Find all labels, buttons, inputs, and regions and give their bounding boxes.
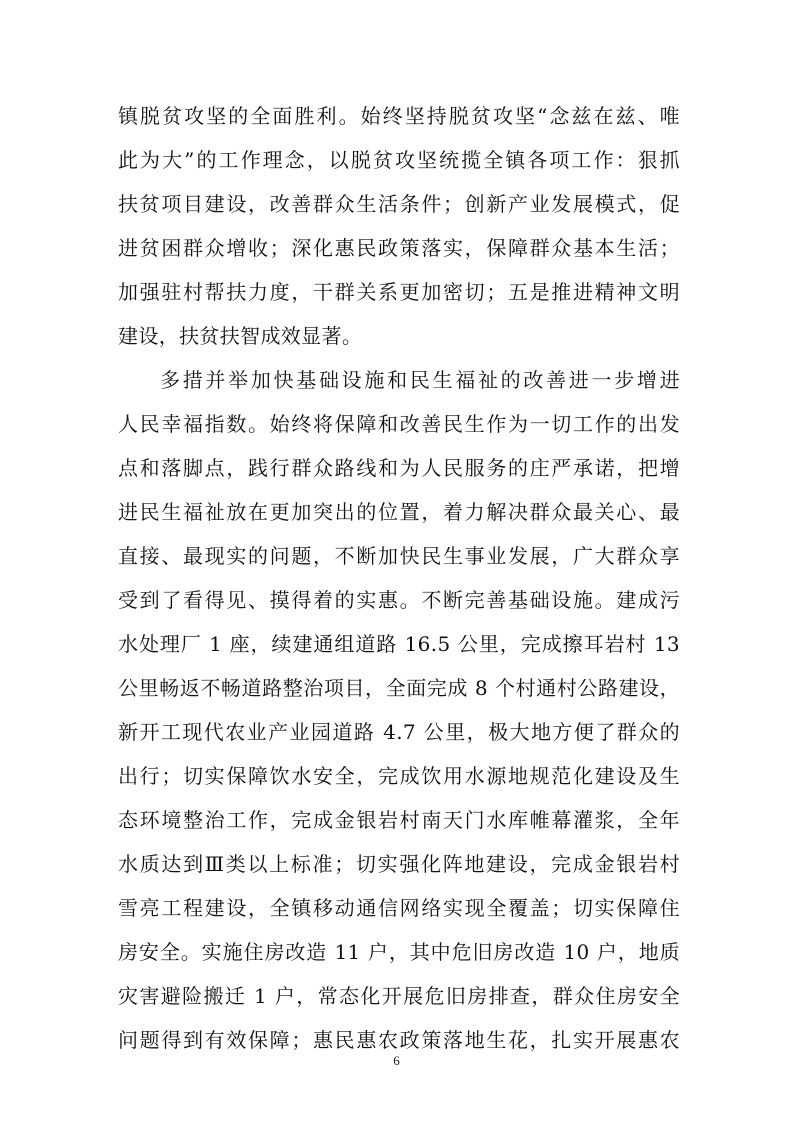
page-number: 6 bbox=[393, 1053, 400, 1068]
text-line: 进民生福祉放在更加突出的位置，着力解决群众最关心、最 bbox=[118, 500, 680, 524]
text-line: 水处理厂 1 座，续建通组道路 16.5 公里，完成擦耳岩村 13 bbox=[118, 632, 680, 656]
text-line: 灾害避险搬迁 1 户，常态化开展危旧房排查，群众住房安全 bbox=[118, 984, 680, 1008]
text-line: 此为大”的工作理念，以脱贫攻坚统揽全镇各项工作：狠抓 bbox=[118, 148, 680, 172]
text-line: 点和落脚点，践行群众路线和为人民服务的庄严承诺，把增 bbox=[118, 456, 680, 480]
text-line: 雪亮工程建设，全镇移动通信网络实现全覆盖；切实保障住 bbox=[118, 896, 680, 920]
text-line: 镇脱贫攻坚的全面胜利。始终坚持脱贫攻坚“念兹在兹、唯 bbox=[118, 104, 680, 128]
text-line: 加强驻村帮扶力度，干群关系更加密切；五是推进精神文明 bbox=[118, 280, 680, 304]
paragraph-first-line: 多措并举加快基础设施和民生福祉的改善进一步增进 bbox=[160, 368, 680, 392]
text-line: 受到了看得见、摸得着的实惠。不断完善基础设施。建成污 bbox=[118, 588, 680, 612]
text-line: 直接、最现实的问题，不断加快民生事业发展，广大群众享 bbox=[118, 544, 680, 568]
text-line: 扶贫项目建设，改善群众生活条件；创新产业发展模式，促 bbox=[118, 192, 680, 216]
text-line: 出行；切实保障饮水安全，完成饮用水源地规范化建设及生 bbox=[118, 764, 680, 788]
text-line: 房安全。实施住房改造 11 户，其中危旧房改造 10 户，地质 bbox=[118, 940, 680, 964]
text-line: 建设，扶贫扶智成效显著。 bbox=[118, 324, 363, 348]
text-line: 新开工现代农业产业园道路 4.7 公里，极大地方便了群众的 bbox=[118, 720, 680, 744]
text-line: 问题得到有效保障；惠民惠农政策落地生花，扎实开展惠农 bbox=[118, 1028, 680, 1052]
text-line: 进贫困群众增收；深化惠民政策落实，保障群众基本生活； bbox=[118, 236, 680, 260]
text-line: 人民幸福指数。始终将保障和改善民生作为一切工作的出发 bbox=[118, 412, 680, 436]
text-line: 态环境整治工作，完成金银岩村南天门水库帷幕灌浆，全年 bbox=[118, 808, 680, 832]
text-line: 水质达到Ⅲ类以上标准；切实强化阵地建设，完成金银岩村 bbox=[118, 852, 680, 876]
text-line: 公里畅返不畅道路整治项目，全面完成 8 个村通村公路建设， bbox=[118, 676, 680, 700]
